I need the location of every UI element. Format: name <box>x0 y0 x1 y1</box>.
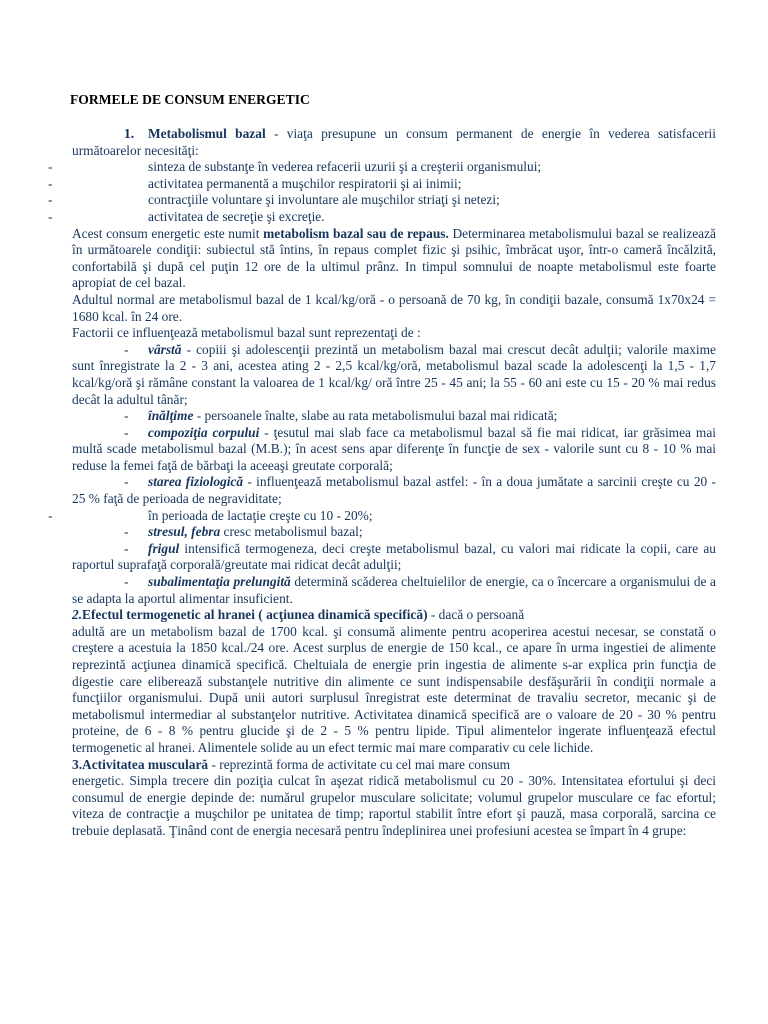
document-body <box>48 126 716 840</box>
bullet-dash: - <box>124 540 129 556</box>
bullet-dash: - <box>48 507 53 523</box>
bullet-dash: - <box>124 524 129 540</box>
paragraph-text: Factorii ce influenţează metabolismul bazal sunt reprezentaţi de : <box>72 325 421 341</box>
bullet-dash: - <box>124 474 129 490</box>
need-item <box>48 209 716 226</box>
need-text: activitatea permanentă a muşchilor respiratorii şi ai inimii; <box>148 175 462 191</box>
bullet-dash: - <box>124 408 129 424</box>
bullet-dash: - <box>48 208 53 224</box>
factor-description: cresc metabolismul bazal; <box>220 524 363 540</box>
factor-description: - persoanele înalte, slabe au rata metabolismului bazal mai ridicată; <box>193 408 558 424</box>
section-3-number: 3. <box>72 756 83 772</box>
factor-description: - ţesutul mai slab face ca metabolismul bazal să fie mai ridicat, iar grăsimea mai multă scade metabolismul bazal (M.B.); în acest sens apar diferenţe în funcţie de sex - valorile sunt cu 8 - 10 % mai reduse la femei faţă de bărbaţi la aceeaşi greutate corporală; <box>72 424 716 473</box>
bullet-dash: - <box>124 341 129 357</box>
section-1-heading: Metabolismul bazal <box>148 126 266 141</box>
paragraph-text: Acest consum energetic este numit <box>72 225 264 241</box>
section-3-heading: Activitatea musculară <box>82 756 209 772</box>
section-1-number: 1. <box>124 126 135 141</box>
factor-term: frigul <box>148 540 180 556</box>
factor-term: subalimentaţia prelungită <box>148 574 291 590</box>
factor-item-lactatie <box>48 508 716 525</box>
paragraph-text: energetic. Simpla trecere din poziţia culcat în aşezat ridică metabolismul cu 20 - 30%. Intensitatea efortului şi deci consumul de energie depinde de: numărul grupelor musculare solicitate; volumul grupelor musculare ce fac efortul; viteza de contracţie a muşchilor pe unitatea de timp; raportul stabilit între efort şi pauză, masa corporală, sarcina ce trebuie deplasată. Ţinând cont de energia necesară pentru îndeplinirea unei profesiuni acestea se împart în 4 grupe: <box>72 773 716 838</box>
factor-description: - copiii şi adolescenţii prezintă un metabolism bazal mai crescut decât adulţii; valorile maxime sunt înregistrate la 2 - 3 ani, acestea ating 2 - 2,5 kcal/kg/oră, metabolismul bazal scade la adolescenţi la 1,5 - 1,7 kcal/kg/oră şi rămâne constant la valoarea de 1 kcal/kg/ oră între 25 - 45 ani; la 55 - 60 ani este cu 15 - 20 % mai redus decât la adultul tânăr; <box>72 341 716 407</box>
need-item <box>48 176 716 193</box>
factor-term: înălţime <box>148 408 194 424</box>
need-item <box>48 192 716 209</box>
factor-item-subalimentatia <box>48 574 716 607</box>
factor-description: intensifică termogeneza, deci creşte metabolismul bazal, cu valori mai ridicate la copii, care au raportul suprafaţă corporală/greutate mai ridicat decât adulţii; <box>72 540 716 573</box>
need-item <box>48 159 716 176</box>
bullet-dash: - <box>124 424 129 440</box>
factor-term: vârstă <box>148 341 182 357</box>
factor-term: compoziţia corpului <box>148 424 260 440</box>
section-2-heading-paragraph <box>48 607 716 624</box>
metabolism-definition-paragraph <box>48 226 716 292</box>
section-3-heading-paragraph <box>48 757 716 774</box>
factor-item-starea <box>48 474 716 507</box>
bullet-dash: - <box>48 175 53 191</box>
factor-description: - influenţează metabolismul bazal astfel: - în a doua jumătate a sarcinii creşte cu 20 - 25 % faţă de perioada de negraviditate; <box>72 474 716 507</box>
document-title: FORMELE DE CONSUM ENERGETIC <box>70 92 310 107</box>
factor-term: starea fiziologică <box>148 474 244 490</box>
paragraph-text: adultă are un metabolism bazal de 1700 kcal. şi consumă alimente pentru acoperirea acestui necesar, se constată o creştere a acestuia la 1850 kcal./24 ore. Acest surplus de energie de 150 kcal., ce apare în urma ingestiei de alimente reprezintă acţiunea dinamică specifică. Cheltuiala de energie prin ingestia de alimente s-ar explica prin funcţia de digestie care eliberează substanţele nutritive din alimente ce sunt indispensabile desfăşurării în condiţii normale a funcţiilor organismului. După unii autori surplusul înregistrat este determinat de travaliu secretor, mecanic şi de metabolismul intermediar al substanţelor nutritive. Activitatea dinamică specifică are o valoare de 20 - 30 % pentru proteine, de 6 - 8 % pentru glucide şi de 2 - 5 % pentru lipide. Tipul alimentelor ingerate influenţează efectul termogenetic al hranei. Alimentele solide au un efect termic mai mare comparativ cu cele lichide. <box>72 623 716 755</box>
need-text: sinteza de substanţe în vederea refacerii uzurii şi a creşterii organismului; <box>148 159 542 175</box>
section-1-intro: - viaţa presupune un consum permanent de energie în vederea satisfacerii următoarelor necesităţi: <box>72 126 717 158</box>
section-2-number: 2. <box>72 607 83 623</box>
factor-item-stresul <box>48 524 716 541</box>
section-1-heading-paragraph <box>48 126 716 159</box>
paragraph-text: Determinarea metabolismului bazal se realizează în următoarele condiţii: subiectul stă întins, în repaus complet fizic şi psihic, îmbrăcat uşor, într-o cameră încălzită, confortabilă şi după cel puţin 12 ore de la ultimul prânz. In timpul somnului de noapte metabolismul este foarte apropiat de cel bazal. <box>72 225 717 291</box>
metabolism-bazal-term: metabolism bazal sau de repaus. <box>263 225 449 241</box>
factor-description: în perioada de lactaţie creşte cu 10 - 20%; <box>148 507 373 523</box>
need-text: contracţiile voluntare şi involuntare ale muşchilor striaţi şi netezi; <box>148 192 500 208</box>
section-2-heading: Efectul termogenetic al hranei ( acţiunea dinamică specifică) <box>82 607 428 623</box>
paragraph-text: Adultul normal are metabolismul bazal de 1 kcal/kg/oră - o persoană de 70 kg, în condiţii bazale, consumă 1x70x24 = 1680 kcal. în 24 ore. <box>72 291 716 324</box>
section-2-intro: - dacă o persoană <box>427 607 525 623</box>
bullet-dash: - <box>124 574 129 590</box>
factor-item-frigul <box>48 541 716 574</box>
factor-item-inaltime <box>48 408 716 425</box>
factor-description: determină scăderea cheltuielilor de energie, ca o încercare a organismului de a se adapta la aportul alimentar insuficient. <box>72 574 716 606</box>
need-text: activitatea de secreţie şi excreţie. <box>148 208 325 224</box>
bullet-dash: - <box>48 192 53 208</box>
section-2-body <box>48 624 716 757</box>
factor-item-compozitia <box>48 425 716 475</box>
factors-intro-paragraph <box>48 325 716 342</box>
factor-item-varsta <box>48 342 716 408</box>
section-3-intro: - reprezintă forma de activitate cu cel mai mare consum <box>208 756 511 772</box>
factor-term: stresul, febra <box>148 524 221 540</box>
bullet-dash: - <box>48 159 53 175</box>
section-3-body <box>48 773 716 839</box>
adult-metabolism-paragraph <box>48 292 716 325</box>
